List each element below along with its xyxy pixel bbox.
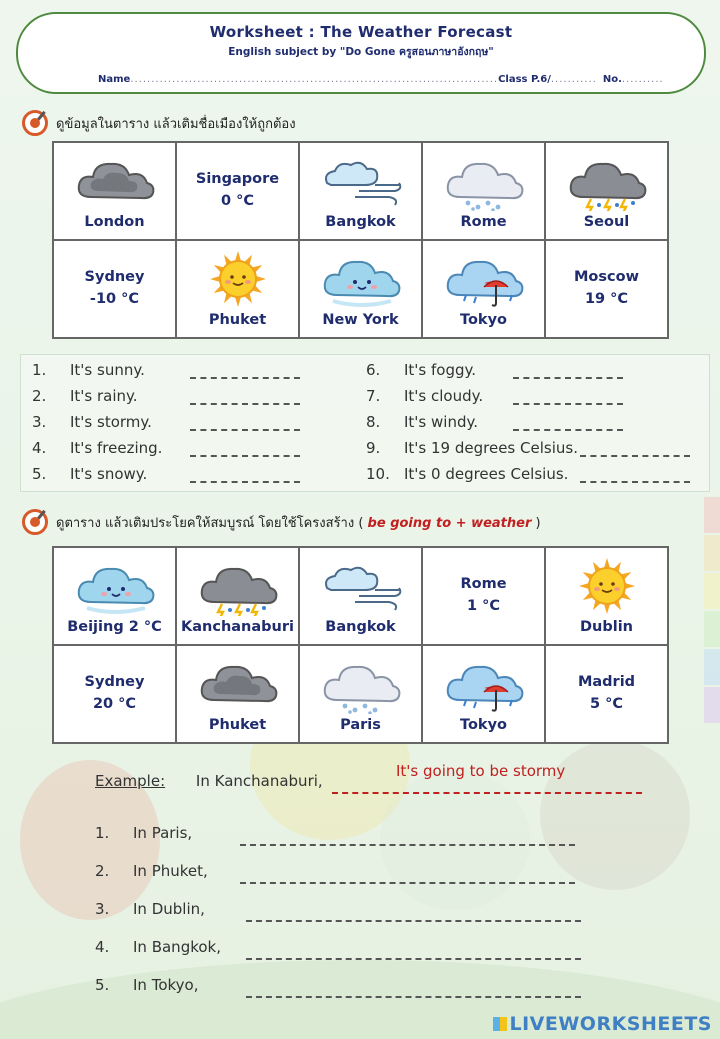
question-text: It's foggy. xyxy=(404,361,477,379)
question-text: It's snowy. xyxy=(70,465,148,483)
worksheet-title: Worksheet : The Weather Forecast xyxy=(209,23,513,41)
city-name: Phuket xyxy=(208,312,267,328)
question-number: 9. xyxy=(366,439,381,457)
rain-umbrella-icon xyxy=(438,654,530,714)
city-name: Seoul xyxy=(583,214,630,230)
section1-instruction: ดูข้อมูลในตาราง แล้วเติมชื่อเมืองให้ถูกต้อง xyxy=(56,116,296,132)
fill-number: 1. xyxy=(95,824,110,842)
answer-blank[interactable] xyxy=(513,429,623,431)
city-temperature: 5 °C xyxy=(589,696,624,712)
city-temperature: 19 °C xyxy=(584,291,629,307)
section2-close: ) xyxy=(535,515,541,531)
logo-icon xyxy=(493,1017,507,1031)
city-name: Rome xyxy=(460,576,507,593)
question-item xyxy=(32,361,145,379)
weather-cell xyxy=(422,142,545,240)
question-item xyxy=(32,387,138,405)
question-number: 7. xyxy=(366,387,381,405)
fill-number: 2. xyxy=(95,862,110,880)
thunderstorm-icon xyxy=(192,556,284,616)
city-name: Kanchanaburi xyxy=(181,619,294,635)
question-item xyxy=(366,361,476,379)
fill-text: In Paris, xyxy=(133,824,193,842)
fill-item xyxy=(95,938,221,956)
bg-stripe xyxy=(704,649,720,685)
question-number: 2. xyxy=(32,387,47,405)
city-temperature: 0 °C xyxy=(220,193,255,209)
snowy-cloud-icon xyxy=(315,654,407,714)
question-item xyxy=(32,439,162,457)
example-sentence: In Kanchanaburi, xyxy=(195,772,323,790)
worksheet-header xyxy=(16,12,706,94)
city-name: Moscow xyxy=(574,269,639,286)
question-text: It's sunny. xyxy=(70,361,145,379)
weather-cell xyxy=(299,547,422,645)
bg-stripe xyxy=(704,535,720,571)
answer-blank[interactable] xyxy=(190,403,300,405)
windy-cloud-icon xyxy=(315,556,407,616)
target-icon xyxy=(22,110,48,136)
city-name: Dublin xyxy=(579,619,633,635)
no-field[interactable]: .......... xyxy=(621,74,664,85)
bg-character-cat xyxy=(380,770,530,910)
fill-item xyxy=(95,862,208,880)
sun-icon xyxy=(561,556,653,616)
stormy-cloud-icon xyxy=(192,654,284,714)
question-item xyxy=(32,413,152,431)
sentence-answer-line[interactable] xyxy=(246,958,581,960)
sentence-answer-line[interactable] xyxy=(246,920,581,922)
section1-heading xyxy=(22,110,296,136)
fill-text: In Tokyo, xyxy=(133,976,199,994)
windy-cloud-icon xyxy=(315,151,407,211)
weather-cell xyxy=(422,240,545,338)
fill-item xyxy=(95,824,192,842)
fill-item xyxy=(95,976,198,994)
section2-heading xyxy=(22,509,541,535)
fill-text: In Phuket, xyxy=(133,862,208,880)
city-name: Madrid xyxy=(577,674,636,691)
city-name: New York xyxy=(322,312,399,328)
happy-cloud-icon xyxy=(69,556,161,616)
fill-text: In Bangkok, xyxy=(133,938,221,956)
happy-cloud-icon xyxy=(315,249,407,309)
city-name: Sydney xyxy=(84,269,145,286)
answer-blank[interactable] xyxy=(513,377,623,379)
fill-number: 3. xyxy=(95,900,110,918)
fill-text: In Dublin, xyxy=(133,900,205,918)
fill-number: 5. xyxy=(95,976,110,994)
weather-cell xyxy=(545,142,668,240)
weather-cell xyxy=(299,142,422,240)
weather-cell xyxy=(422,547,545,645)
example-answer-line xyxy=(332,792,642,794)
weather-cell xyxy=(299,645,422,743)
city-name: Bangkok xyxy=(325,619,396,635)
class-label: Class P.6/ xyxy=(498,74,551,85)
bg-stripe xyxy=(704,687,720,723)
question-number: 5. xyxy=(32,465,47,483)
question-item xyxy=(366,413,478,431)
answer-blank[interactable] xyxy=(190,481,300,483)
weather-cell xyxy=(545,547,668,645)
liveworksheets-logo xyxy=(493,1013,712,1035)
question-item xyxy=(32,465,147,483)
weather-cell xyxy=(545,240,668,338)
example-answer: It's going to be stormy xyxy=(396,762,566,780)
worksheet-subtitle: English subject by "Do Gone ครูสอนภาษาอังกฤษ" xyxy=(228,46,494,58)
city-name: Rome xyxy=(460,214,507,230)
question-item xyxy=(366,439,578,457)
city-name: Tokyo xyxy=(460,717,507,733)
weather-cell xyxy=(176,547,299,645)
name-label: Name xyxy=(98,74,131,85)
no-label: No. xyxy=(602,74,622,85)
question-number: 10. xyxy=(366,465,390,483)
weather-cell xyxy=(53,142,176,240)
fill-number: 4. xyxy=(95,938,110,956)
weather-cell xyxy=(53,547,176,645)
sentence-answer-line[interactable] xyxy=(240,844,575,846)
city-name: Sydney xyxy=(84,674,145,691)
example-line xyxy=(95,772,323,790)
sentence-answer-line[interactable] xyxy=(240,882,575,884)
question-text: It's rainy. xyxy=(70,387,138,405)
question-number: 1. xyxy=(32,361,47,379)
answer-blank[interactable] xyxy=(190,377,300,379)
weather-cell xyxy=(299,240,422,338)
watermark-text: LIVEWORKSHEETS xyxy=(509,1013,712,1035)
city-name: Beijing 2 °C xyxy=(67,619,162,635)
weather-cell xyxy=(176,645,299,743)
question-number: 8. xyxy=(366,413,381,431)
answer-blank[interactable] xyxy=(580,481,690,483)
rain-umbrella-icon xyxy=(438,249,530,309)
city-name: Paris xyxy=(340,717,381,733)
weather-table-2 xyxy=(52,546,669,744)
city-name: Tokyo xyxy=(460,312,507,328)
bg-stripe xyxy=(704,497,720,533)
grammar-hint: be going to + weather xyxy=(367,515,532,531)
weather-cell xyxy=(422,645,545,743)
target-icon xyxy=(22,509,48,535)
sentence-answer-line[interactable] xyxy=(246,996,581,998)
weather-cell xyxy=(545,645,668,743)
name-field[interactable]: ........................................................................................ xyxy=(130,74,499,85)
weather-cell xyxy=(53,240,176,338)
city-name: Bangkok xyxy=(325,214,396,230)
city-temperature: 20 °C xyxy=(92,696,137,712)
class-field[interactable]: ........... xyxy=(550,74,597,85)
weather-cell xyxy=(53,645,176,743)
sun-icon xyxy=(192,249,284,309)
weather-cell xyxy=(176,142,299,240)
question-text: It's 0 degrees Celsius. xyxy=(404,465,569,483)
question-item xyxy=(366,387,483,405)
question-number: 6. xyxy=(366,361,381,379)
city-temperature: 1 °C xyxy=(466,598,501,614)
question-item xyxy=(366,465,568,483)
question-text: It's 19 degrees Celsius. xyxy=(404,439,578,457)
answer-blank[interactable] xyxy=(190,429,300,431)
question-text: It's stormy. xyxy=(70,413,152,431)
city-name: London xyxy=(84,214,145,230)
answer-blank[interactable] xyxy=(580,455,690,457)
example-label: Example: xyxy=(95,772,166,790)
question-number: 4. xyxy=(32,439,47,457)
snowy-cloud-icon xyxy=(438,151,530,211)
city-temperature: -10 °C xyxy=(89,291,140,307)
section2-instruction: ดูตาราง แล้วเติมประโยคให้สมบูรณ์ โดยใช้โครงสร้าง ( xyxy=(56,515,364,531)
city-name: Phuket xyxy=(208,717,267,733)
question-text: It's freezing. xyxy=(70,439,163,457)
weather-cell xyxy=(176,240,299,338)
thunderstorm-icon xyxy=(561,151,653,211)
answer-blank[interactable] xyxy=(190,455,300,457)
bg-stripe xyxy=(704,573,720,609)
fill-item xyxy=(95,900,205,918)
question-text: It's windy. xyxy=(404,413,478,431)
question-text: It's cloudy. xyxy=(404,387,484,405)
student-info-line xyxy=(98,74,664,85)
answer-blank[interactable] xyxy=(513,403,623,405)
stormy-cloud-icon xyxy=(69,151,161,211)
weather-table-1 xyxy=(52,141,669,339)
city-name: Singapore xyxy=(195,171,280,188)
bg-stripe xyxy=(704,611,720,647)
question-number: 3. xyxy=(32,413,47,431)
